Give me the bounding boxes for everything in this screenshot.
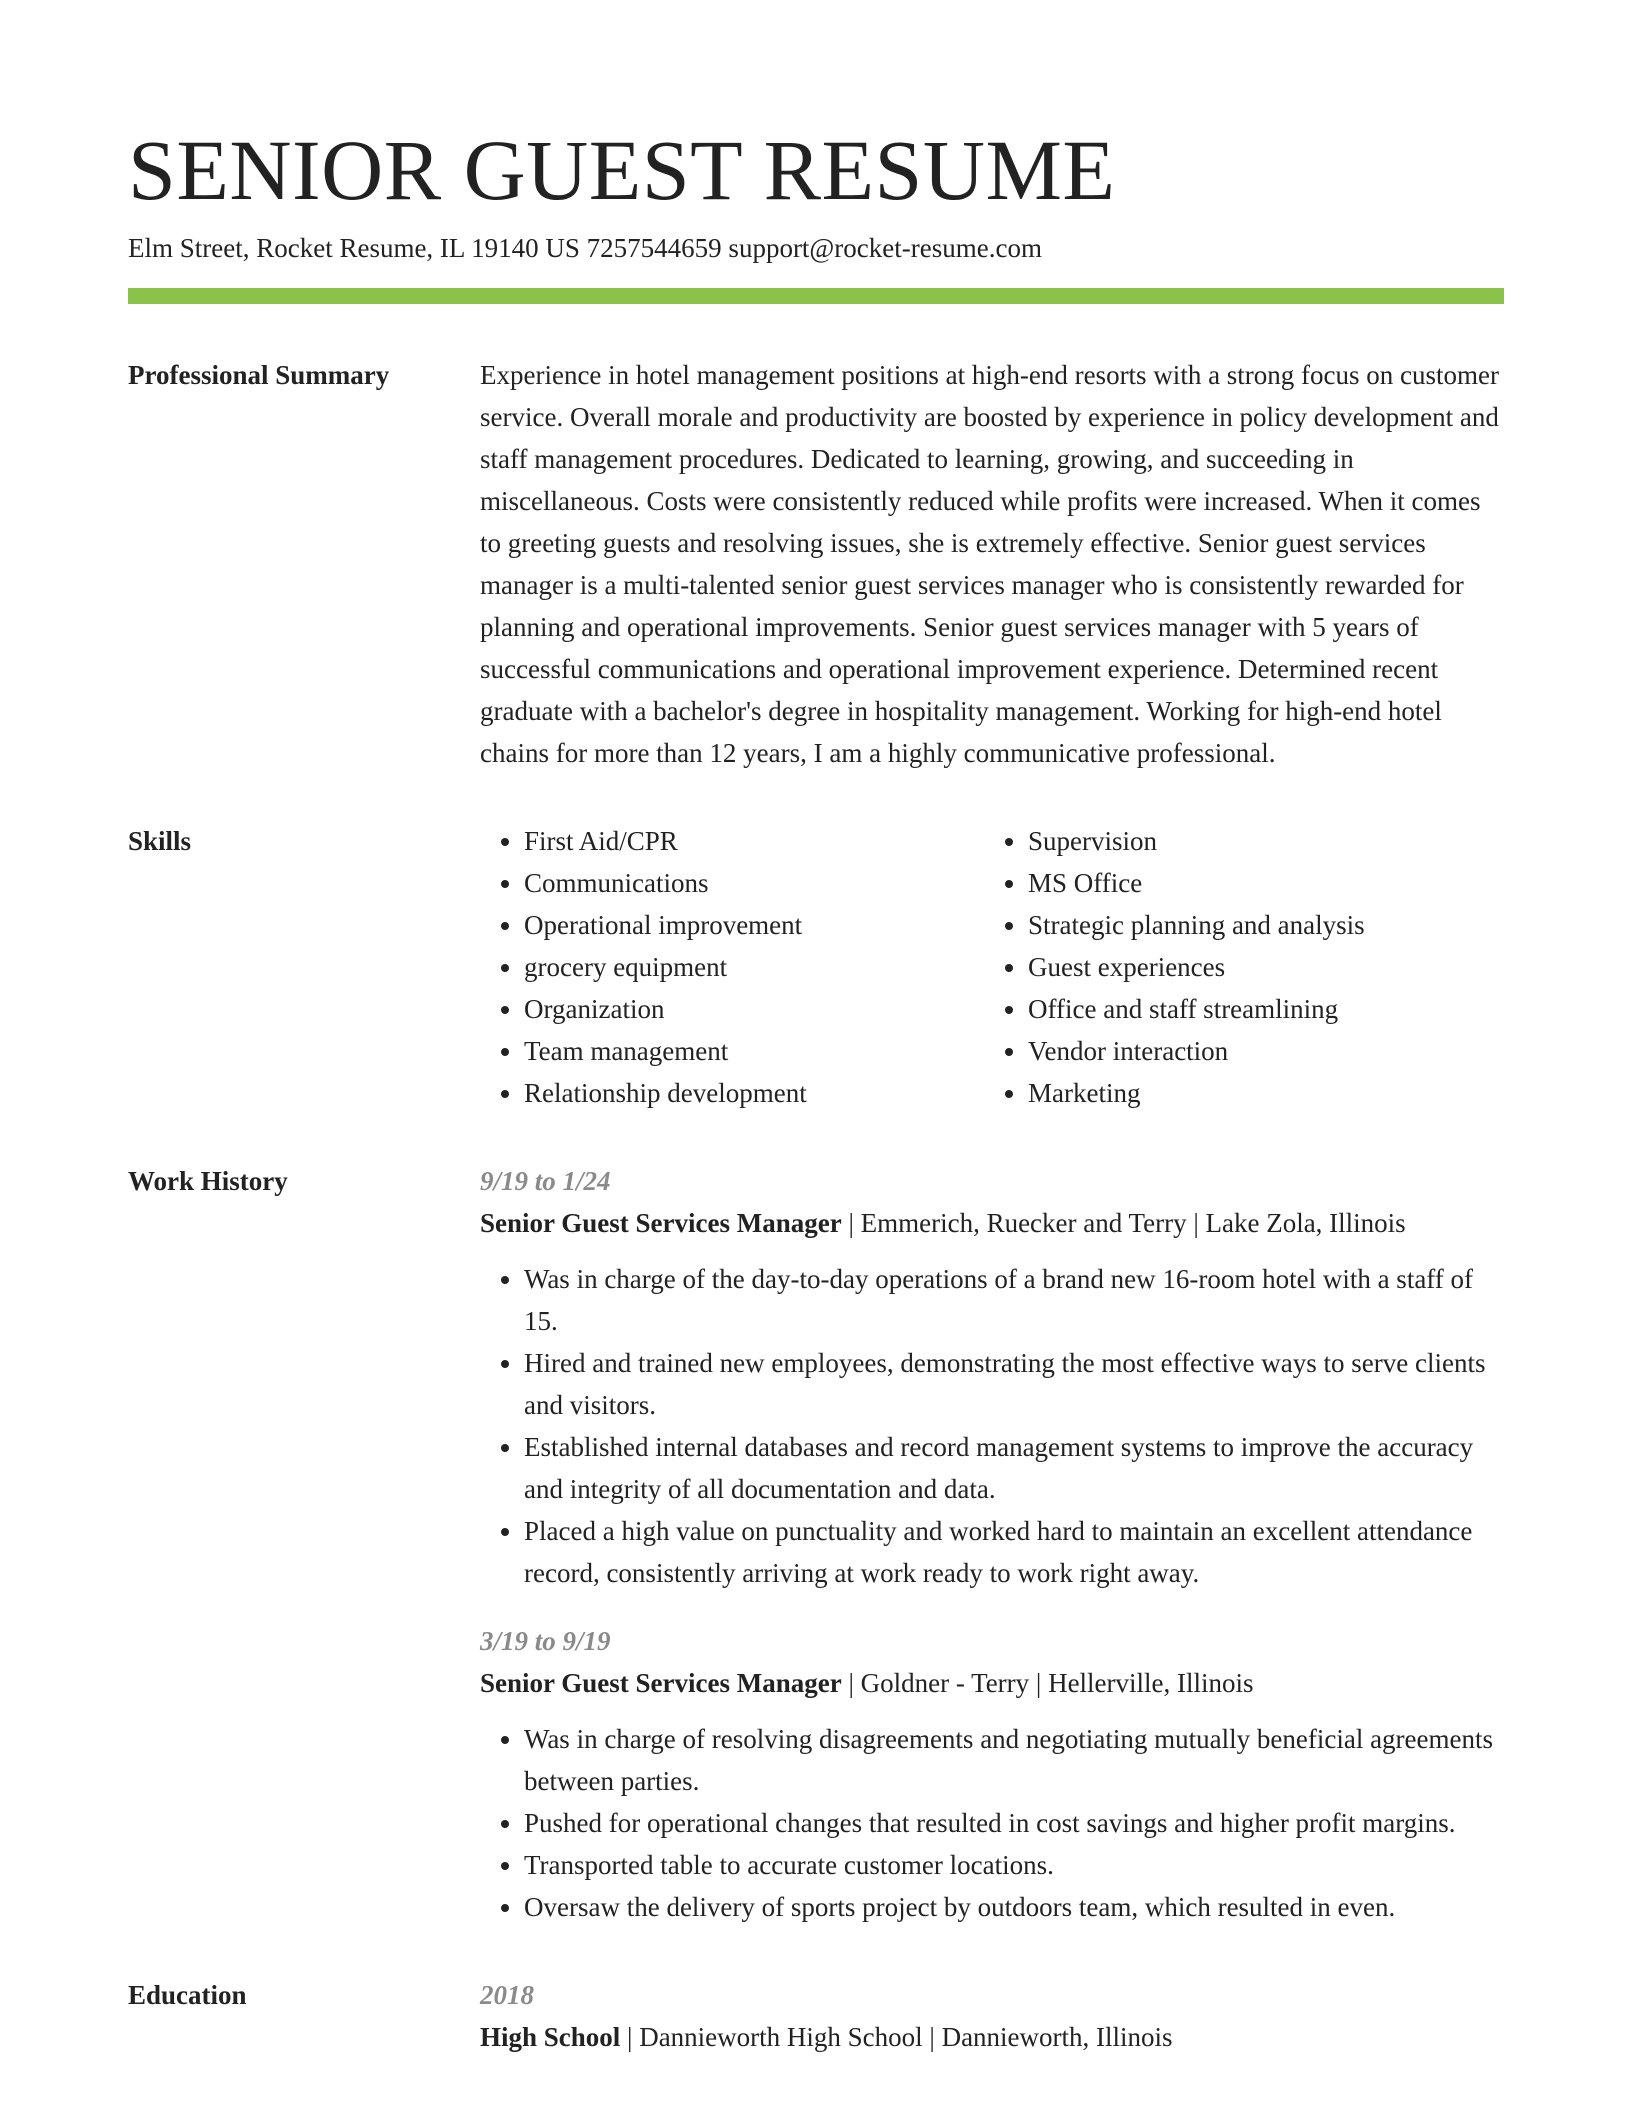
job-details: | Emmerich, Ruecker and Terry | Lake Zola, Illinois <box>841 1208 1406 1238</box>
job-bullets <box>480 1258 1504 1594</box>
job-dates: 3/19 to 9/19 <box>480 1626 611 1656</box>
skill-item: • Organization <box>524 988 984 1030</box>
skill-item: • Marketing <box>1028 1072 1528 1114</box>
job-entry <box>480 1160 1504 1594</box>
work-history-body <box>480 1160 1504 1928</box>
education-dates: 2018 <box>480 1980 534 2010</box>
job-bullet: • Placed a high value on punctuality and worked hard to maintain an excellent attendance record, consistently arriving at work ready to work right away. <box>524 1510 1504 1594</box>
job-bullet: • Pushed for operational changes that resulted in cost savings and higher profit margins. <box>524 1802 1504 1844</box>
job-title: Senior Guest Services Manager <box>480 1668 842 1698</box>
skills-list-left <box>480 820 984 1114</box>
job-bullet: • Was in charge of the day-to-day operations of a brand new 16-room hotel with a staff of 15. <box>524 1258 1504 1342</box>
section-title-skills: Skills <box>128 826 192 856</box>
skill-item: • Communications <box>524 862 984 904</box>
skill-item: • Team management <box>524 1030 984 1072</box>
skill-item: • Guest experiences <box>1028 946 1528 988</box>
skill-item: • Vendor interaction <box>1028 1030 1528 1072</box>
section-title-work-history: Work History <box>128 1166 288 1196</box>
job-bullet: • Oversaw the delivery of sports project by outdoors team, which resulted in even. <box>524 1886 1504 1928</box>
education-heading <box>480 2016 1504 2058</box>
summary-body <box>480 354 1504 774</box>
job-heading <box>480 1662 1504 1704</box>
skill-item: • Strategic planning and analysis <box>1028 904 1528 946</box>
job-bullet: • Established internal databases and record management systems to improve the accuracy and integrity of all documentation and data. <box>524 1426 1504 1510</box>
skills-body <box>480 820 1528 1114</box>
work-history-section <box>128 1160 1504 1928</box>
education-details: | Dannieworth High School | Dannieworth, Illinois <box>620 2022 1173 2052</box>
job-bullet: • Hired and trained new employees, demonstrating the most effective ways to serve clients and visitors. <box>524 1342 1504 1426</box>
skill-item: • Supervision <box>1028 820 1528 862</box>
education-body <box>480 1974 1504 2058</box>
summary-section <box>128 354 1504 774</box>
education-degree: High School <box>480 2022 621 2052</box>
section-title-education: Education <box>128 1980 247 2010</box>
skill-item: • Relationship development <box>524 1072 984 1114</box>
section-title-summary: Professional Summary <box>128 360 390 390</box>
job-bullet: • Was in charge of resolving disagreements and negotiating mutually beneficial agreements between parties. <box>524 1718 1504 1802</box>
resume-page <box>128 120 1504 2058</box>
skill-item: • Office and staff streamlining <box>1028 988 1528 1030</box>
skill-item: • MS Office <box>1028 862 1528 904</box>
resume-name: SENIOR GUEST RESUME <box>128 122 1116 218</box>
job-bullets <box>480 1718 1504 1928</box>
skills-section <box>128 820 1504 1114</box>
job-title: Senior Guest Services Manager <box>480 1208 842 1238</box>
skill-item: • First Aid/CPR <box>524 820 984 862</box>
job-dates: 9/19 to 1/24 <box>480 1166 611 1196</box>
contact-line: Elm Street, Rocket Resume, IL 19140 US 7257544659 support@rocket-resume.com <box>128 233 1042 263</box>
summary-text: Experience in hotel management positions at high-end resorts with a strong focus on customer service. Overall morale and productivity are boosted by experience in policy development and staff management procedures. Dedicated to learning, growing, and succeeding in miscellaneous. Costs were consistently reduced while profits were increased. When it comes to greeting guests and resolving issues, she is extremely effective. Senior guest services manager is a multi-talented senior guest services manager who is consistently rewarded for planning and operational improvements. Senior guest services manager with 5 years of successful communications and operational improvement experience. Determined recent graduate with a bachelor's degree in hospitality management. Working for high-end hotel chains for more than 12 years, I am a highly communicative professional. <box>480 360 1499 768</box>
job-entry <box>480 1620 1504 1928</box>
skills-list-right <box>984 820 1528 1114</box>
skill-item: • Operational improvement <box>524 904 984 946</box>
job-heading <box>480 1202 1504 1244</box>
job-bullet: • Transported table to accurate customer locations. <box>524 1844 1504 1886</box>
education-section <box>128 1974 1504 2058</box>
accent-divider <box>128 288 1504 304</box>
skill-item: • grocery equipment <box>524 946 984 988</box>
job-details: | Goldner - Terry | Hellerville, Illinois <box>841 1668 1254 1698</box>
